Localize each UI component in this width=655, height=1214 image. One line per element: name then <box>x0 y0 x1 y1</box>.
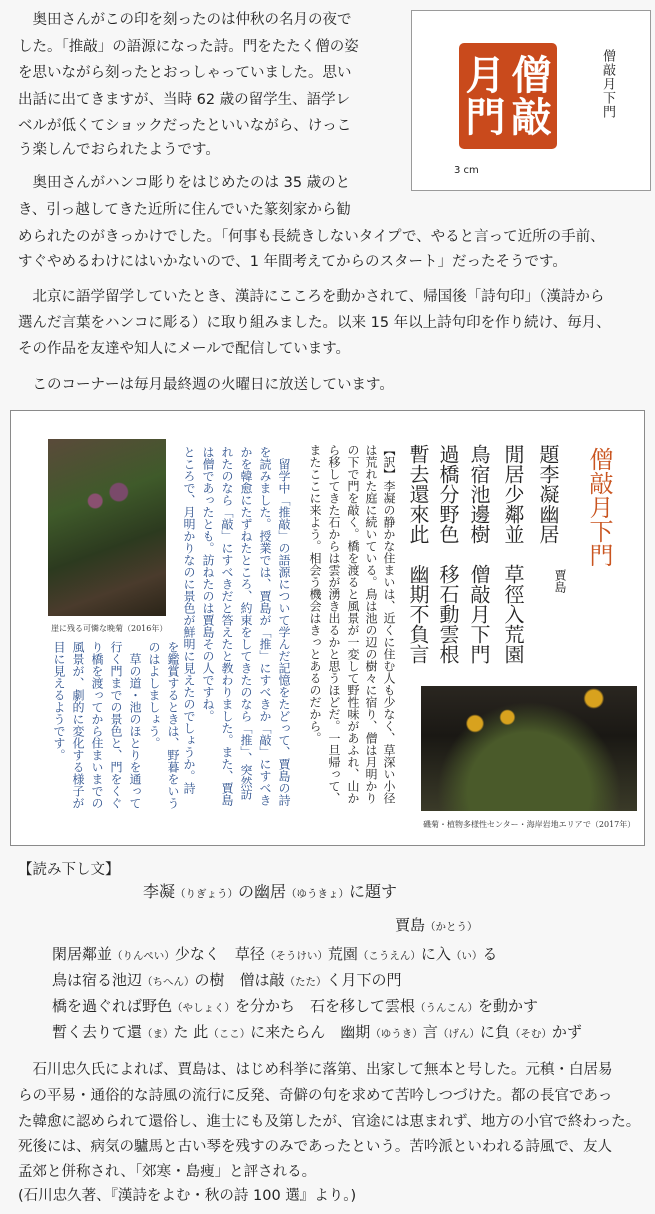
intro-line: 奥田さんがこの印を刻ったのは仲秋の名月の夜で <box>18 12 352 28</box>
text-segment: の樹 僧は敲 <box>194 971 285 989</box>
translation-column: またここに来よう。相会う機会はきっとあるのだから。 <box>308 444 322 744</box>
translation-column: の下で門を敲く。橋を渡ると風景が一変して野性味があふれ、山か <box>346 444 360 804</box>
yomikudashi-line <box>52 970 402 992</box>
text-segment: を動かす <box>478 997 539 1015</box>
outro-line: 死後には、病気の驢馬と古い琴を残すのみであったという。苦吟派といわれる詩風で、友人 <box>18 1139 613 1155</box>
poem-column: 鳥宿池邊樹 僧敲月下門 <box>467 444 491 664</box>
commentary-column: り橋を渡ってから住まいまでの <box>90 641 104 809</box>
commentary-column: は僧であったとも。訪ねたのは賈島その人ですね。 <box>201 446 215 722</box>
commentary-column: 留学中「推敲」の語源について学んだ記憶をたどって、賈島の詩 <box>277 446 291 806</box>
text-segment: 橋を過ぐれば野色 <box>52 997 173 1015</box>
text-segment: の幽居 <box>238 882 287 901</box>
commentary-column: を鑑賞するときは、野暮をいう <box>166 641 180 809</box>
yomikudashi-heading: 【読み下し文】 <box>18 862 120 878</box>
text-segment: 少なく 草径 <box>174 945 265 963</box>
photo-left-caption: 崖に残る可憐な晩菊（2016年） <box>51 624 168 633</box>
reading-ruby: （やしょく） <box>172 1002 236 1014</box>
commentary-column: 目に見えるようです。 <box>52 641 66 761</box>
translation-column: ら移してきた石からは雲が湧き出るかと思うほどだ。一旦帰って、 <box>327 444 341 804</box>
intro-line: き、引っ越してきた近所に住んでいた篆刻家から勧 <box>18 202 351 218</box>
commentary-column: れたのなら「敲」にすべきだと答えたと教わりました。また、賈島 <box>220 446 234 806</box>
reading-ruby: （りぎょう） <box>175 888 239 900</box>
commentary-column: 風景が、劇的に変化する様子が <box>71 641 85 809</box>
reading-ruby: （い） <box>450 950 483 962</box>
outro-line: 孟郊と併称され、「郊寒・島痩」と評される。 <box>18 1164 317 1180</box>
intro-line: 出話に出てきますが、当時 62 歳の留学生、語学レ <box>18 92 351 108</box>
late-chrysanthemum-photo <box>48 439 166 616</box>
iso-chrysanthemum-photo <box>421 686 637 811</box>
photo-right-caption: 磯菊・植物多様性センター・海岸岩地エリアで（2017年） <box>423 820 636 829</box>
text-segment: かず <box>551 1023 582 1041</box>
text-segment: 暫く去りて還 <box>52 1023 143 1041</box>
poem-column: 題李凝幽居 <box>536 444 560 544</box>
intro-line: を思いながら刻ったとおっしゃっていました。思い <box>18 65 352 81</box>
reading-ruby: （ちへん） <box>142 976 195 988</box>
seal-lettering: 僧敲月門 <box>459 54 551 138</box>
text-segment: 賈島 <box>395 916 426 934</box>
commentary-column: 草の道・池のほとりを通って <box>128 641 142 809</box>
intro-line: 北京に語学留学していたとき、漢詩にこころを動かされて、帰国後「詩句印」（漢詩から <box>18 289 605 305</box>
outro-line: た韓愈に認められて還俗し、進士にも及第したが、官途には恵まれず、地方の小官で終わった。 <box>18 1114 641 1130</box>
reading-ruby: （こうえん） <box>357 950 421 962</box>
yomikudashi-title <box>143 882 397 904</box>
intro-line: ベルが低くてショックだったといいながら、けっこ <box>18 118 352 134</box>
text-segment: る <box>482 945 498 963</box>
commentary-column: のはよしましょう。 <box>147 641 161 749</box>
text-segment: く月下の門 <box>326 971 402 989</box>
yomikudashi-author <box>395 915 478 937</box>
text-segment: 言 <box>422 1023 438 1041</box>
text-segment: 李凝 <box>143 882 176 901</box>
text-segment: を分かち 石を移して雲根 <box>235 997 416 1015</box>
poem-column: 閒居少鄰並 草徑入荒園 <box>501 444 525 664</box>
text-segment: 鳥は宿る池辺 <box>52 971 143 989</box>
reading-ruby: （たた） <box>284 976 327 988</box>
intro-line: した。「推敲」の語源になった詩。門をたたく僧の姿 <box>18 39 359 55</box>
commentary-column: 行く門までの景色と、門をくぐ <box>109 641 123 809</box>
reading-ruby: （そうけい） <box>264 950 328 962</box>
yomikudashi-line <box>52 944 497 966</box>
reading-ruby: （りんぺい） <box>112 950 175 962</box>
intro-line: すぐやめるわけにはいかないので、1 年間考えてからのスタート」だったそうです。 <box>18 254 567 270</box>
reading-ruby: （ま） <box>142 1028 174 1040</box>
yomikudashi-line <box>52 1022 582 1044</box>
commentary-column: かを韓愈にたずねたところ、約束をしてきたのなら「推」、突然訪 <box>239 446 253 800</box>
reading-ruby: （ゆうきょ） <box>286 888 350 900</box>
poem-column: 過橋分野色 移石動雲根 <box>436 444 460 664</box>
text-segment: 荒園 <box>327 945 358 963</box>
translation-column: 【訳】李凝の静かな住まいは、近くに住む人も少なく、草深い小径 <box>382 444 396 804</box>
intro-line: 奥田さんがハンコ彫りをはじめたのは 35 歳のと <box>18 175 351 191</box>
seal-image-box <box>411 10 651 191</box>
reading-ruby: （ここ） <box>208 1028 251 1040</box>
reading-ruby: （ゆうき） <box>370 1028 423 1040</box>
commentary-column: ところで、月明かりなのに景色が鮮明に見えたのでしょうか。詩 <box>182 446 196 794</box>
poem-title-vertical: 僧敲月下門 <box>585 447 613 567</box>
reading-ruby: （そむ） <box>509 1028 552 1040</box>
text-segment: に来たらん 幽期 <box>250 1023 371 1041</box>
outro-line: 石川忠久氏によれば、賈島は、はじめ科挙に落第、出家して無本と号した。元稹・白居易 <box>18 1062 613 1078</box>
poem-panel <box>10 410 645 846</box>
translation-column: は荒れた庭に続いている。鳥は池の辺の樹々に宿り、僧は月明かり <box>364 444 378 804</box>
text-segment: に入 <box>420 945 451 963</box>
intro-line: う楽しんでおられたようです。 <box>18 142 220 158</box>
intro-line: このコーナーは毎月最終週の火曜日に放送しています。 <box>18 377 394 393</box>
text-segment: に題す <box>349 882 398 901</box>
seal-stamp-image <box>459 43 557 149</box>
outro-line: らの平易・通俗的な詩風の流行に反発、奇僻の句を求めて苦吟しつづけた。都の長官であっ <box>18 1088 613 1104</box>
reading-ruby: （うんこん） <box>415 1002 479 1014</box>
poem-column: 暫去還來此 幽期不負言 <box>406 444 430 664</box>
seal-size-label: 3 cm <box>454 165 479 176</box>
reading-ruby: （げん） <box>437 1028 480 1040</box>
text-segment: た 此 <box>173 1023 209 1041</box>
reading-ruby: （かとう） <box>425 921 478 933</box>
poet-name: 賈島 <box>553 569 567 593</box>
intro-line: められたのがきっかけでした。「何事も長続きしないタイプで、やると言って近所の手前、 <box>18 229 605 245</box>
intro-line: その作品を友達や知人にメールで配信しています。 <box>18 341 351 357</box>
commentary-column: を読みました。授業では、賈島が「推」にすべきか「敲」にすべき <box>258 446 272 806</box>
text-segment: に負 <box>479 1023 510 1041</box>
outro-line: (石川忠久著、『漢詩をよむ・秋の詩 100 選』より。) <box>18 1188 357 1204</box>
yomikudashi-line <box>52 996 538 1018</box>
intro-line: 選んだ言葉をハンコに彫る）に取り組みました。以来 15 年以上詩句印を作り続け、毎月、 <box>18 315 611 331</box>
seal-caption: 僧敲月下門 <box>600 49 615 119</box>
text-segment: 閑居鄰並 <box>52 945 113 963</box>
